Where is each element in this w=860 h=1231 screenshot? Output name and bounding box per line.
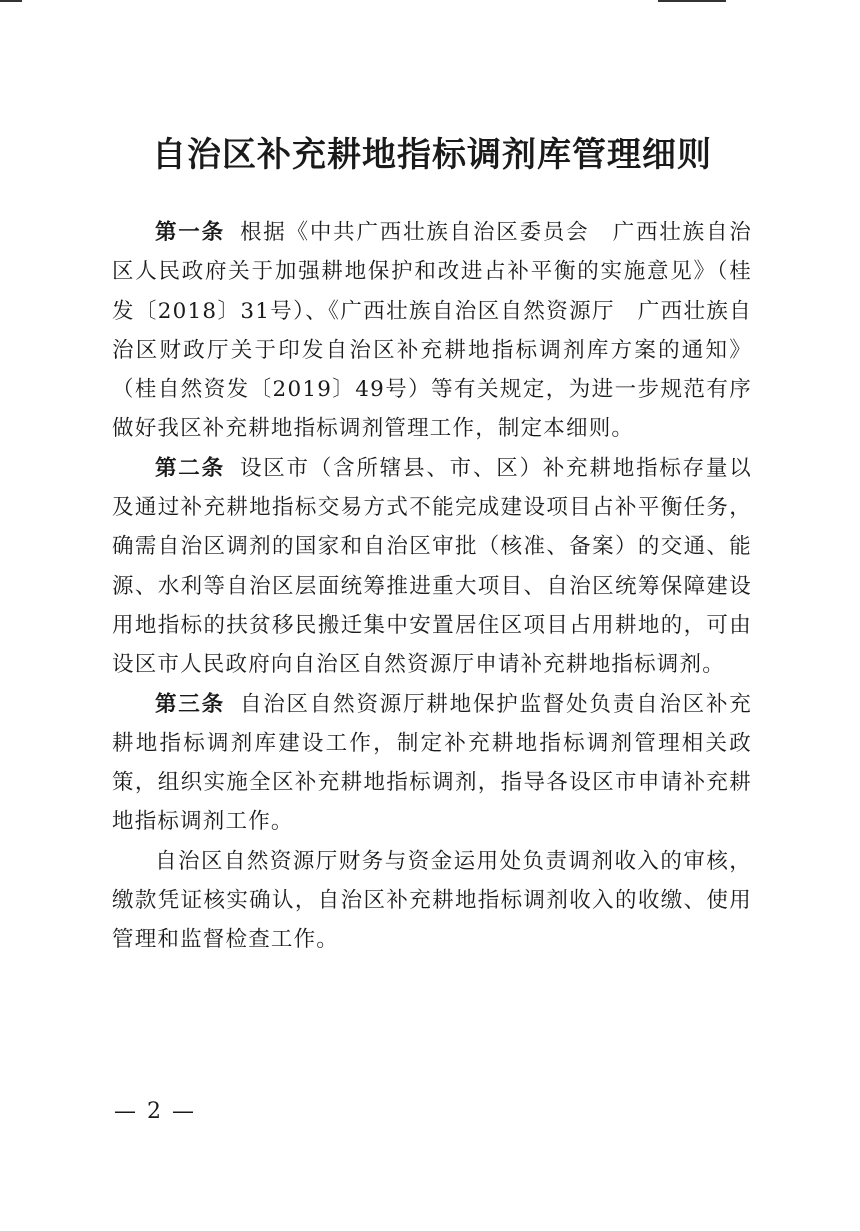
article-paragraph <box>112 213 752 449</box>
document-body <box>112 213 752 960</box>
article-text: 根据《中共广西壮族自治区委员会 广西壮族自治区人民政府关于加强耕地保护和改进占补平衡的实施意见》（桂发〔2018〕31号）、《广西壮族自治区自然资源厅 广西壮族自治区财政厅关于印发自治区补充耕地指标调剂库方案的通知》（桂自然资发〔2019〕49号）等有关规定，为进一步规范有序做好我区补充耕地指标调剂管理工作，制定本细则。 <box>112 220 752 442</box>
article-paragraph <box>112 685 752 842</box>
article-paragraph <box>112 449 752 685</box>
article-label: 第一条 <box>155 220 225 245</box>
article-label: 第二条 <box>155 455 225 481</box>
scan-edge-mark-right <box>658 0 726 2</box>
article-text: 自治区自然资源厅耕地保护监督处负责自治区补充耕地指标调剂库建设工作，制定补充耕地指标调剂管理相关政策，组织实施全区补充耕地指标调剂，指导各设区市申请补充耕地指标调剂工作。 <box>112 691 752 835</box>
article-text: 设区市（含所辖县、市、区）补充耕地指标存量以及通过补充耕地指标交易方式不能完成建设项目占补平衡任务，确需自治区调剂的国家和自治区审批（核准、备案）的交通、能源、水利等自治区层面统筹推进重大项目、自治区统筹保障建设用地指标的扶贫移民搬迁集中安置居住区项目占用耕地的，可由设区市人民政府向自治区自然资源厅申请补充耕地指标调剂。 <box>112 455 752 678</box>
paragraph-text: 自治区自然资源厅财务与资金运用处负责调剂收入的审核，缴款凭证核实确认，自治区补充耕地指标调剂收入的收缴、使用管理和监督检查工作。 <box>112 848 752 953</box>
document-title: 自治区补充耕地指标调剂库管理细则 <box>152 135 712 175</box>
page-number: — 2 — <box>114 1099 196 1124</box>
scan-edge-mark-left <box>0 0 22 2</box>
body-paragraph <box>112 842 752 960</box>
article-label: 第三条 <box>155 691 225 717</box>
